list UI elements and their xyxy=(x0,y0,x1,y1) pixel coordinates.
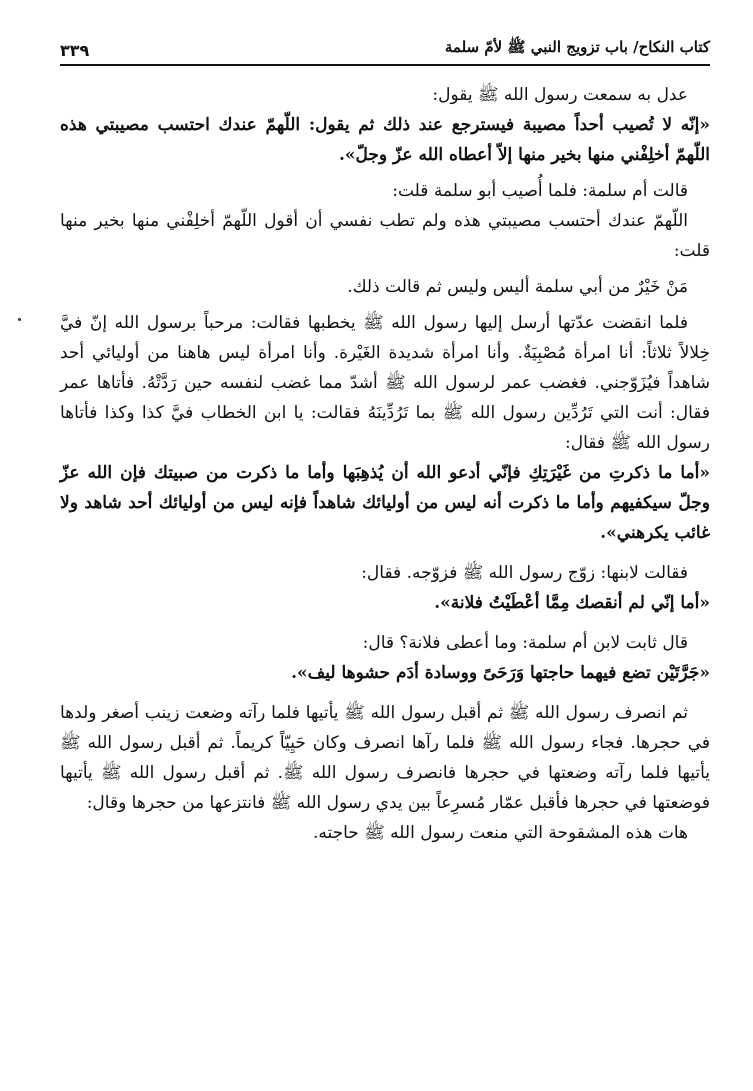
paragraph-dua: اللّهمّ عندك أحتسب مصيبتي هذه ولم تطب نفسي أن أقول اللّهمّ أخلِفْني منها بخير منها قلت: xyxy=(60,211,710,261)
paragraph-ammar: هات هذه المشقوحة التي منعت رسول الله ﷺ حاجته. xyxy=(312,823,688,843)
hadith-quote: «إنّه لا تُصيب أحداً مصيبة فيسترجع عند ذلك ثم يقول: اللّهمّ عندك احتسب مصيبتي هذه اللّهمّ أخلِفْني منها بخير منها إلاّ أعطاه الله عزّ وجلّ». xyxy=(60,115,710,165)
paragraph-visits: ثم انصرف رسول الله ﷺ ثم أقبل رسول الله ﷺ يأتيها فلما رآته وضعت زينب أصغر ولدها في حجرها. فجاء رسول الله ﷺ فلما رآها انصرف وكان حَيِيّاً كريماً. ثم أقبل رسول الله ﷺ يأتيها فلما رآته وضعتها في حجرها فانصرف رسول الله ﷺ. ثم أقبل رسول الله ﷺ يأتيها فوضعتها في حجرها فأقبل عمّار مُسرِعاً بين يدي رسول الله ﷺ فانتزعها من حجرها وقال: xyxy=(60,703,710,813)
paragraph-who-better: مَنْ خَيْرٌ من أبي سلمة أليس وليس ثم قالت ذلك. xyxy=(347,277,688,297)
paragraph-umm-salama: قالت أم سلمة: فلما أُصيب أبو سلمة قلت: xyxy=(392,181,688,201)
paragraph-proposal: فلما انقضت عدّتها أرسل إليها رسول الله ﷺ يخطبها فقالت: مرحباً برسول الله إنّ فيَّ خِلالاً ثلاثاً: أنا امرأة مُصْبِيَةٌ. وأنا امرأة شديدة الغَيْرة. وأنا امرأة ليس هاهنا من أوليائي أحد شاهداً فيُزَوّجني. فغضب عمر لرسول الله ﷺ أشدّ مما غضب لنفسه حين رَدَّتْهُ. فأتاها عمر فقال: أنت التي تَرُدِّين رسول الله ﷺ بما تَرُدِّينَهُ فقالت: يا ابن الخطاب فيَّ كذا وكذا فأتاها رسول الله ﷺ فقال: xyxy=(60,313,710,453)
page-header xyxy=(60,30,710,66)
paragraph-intro: عدل به سمعت رسول الله ﷺ يقول: xyxy=(432,85,688,105)
running-title: كتاب النكاح/ باب تزويج النبي ﷺ لأمّ سلمة xyxy=(444,38,710,56)
quote-not-less: «أما إنّي لم أنقصك مِمَّا أعْطَيْتُ فلانة». xyxy=(434,593,710,613)
prophet-reply-quote: «أما ما ذكرتِ من غَيْرَتِكِ فإنّي أدعو الله أن يُذهِبَها وأما ما ذكرت من صبيتك فإن الله عزّ وجلّ سيكفيهم وأما ما ذكرت أنه ليس من أوليائك شاهداً فإنه ليس من أوليائك أحد شاهد ولا غائب يكرهني». xyxy=(60,463,710,543)
margin-dot xyxy=(18,318,21,321)
quote-gifts: «جَرَّتَيْن تضع فيهما حاجتها وَرَحَىً ووسادة أدَم حشوها ليف». xyxy=(291,663,710,683)
paragraph-thabit: قال ثابت لابن أم سلمة: وما أعطى فلانة؟ قال: xyxy=(362,633,688,653)
book-page xyxy=(60,30,710,1070)
paragraph-son: فقالت لابنها: زوّج رسول الله ﷺ فزوّجه. فقال: xyxy=(361,563,688,583)
page-body xyxy=(60,80,710,848)
page-number: ٣٣٩ xyxy=(60,41,90,60)
